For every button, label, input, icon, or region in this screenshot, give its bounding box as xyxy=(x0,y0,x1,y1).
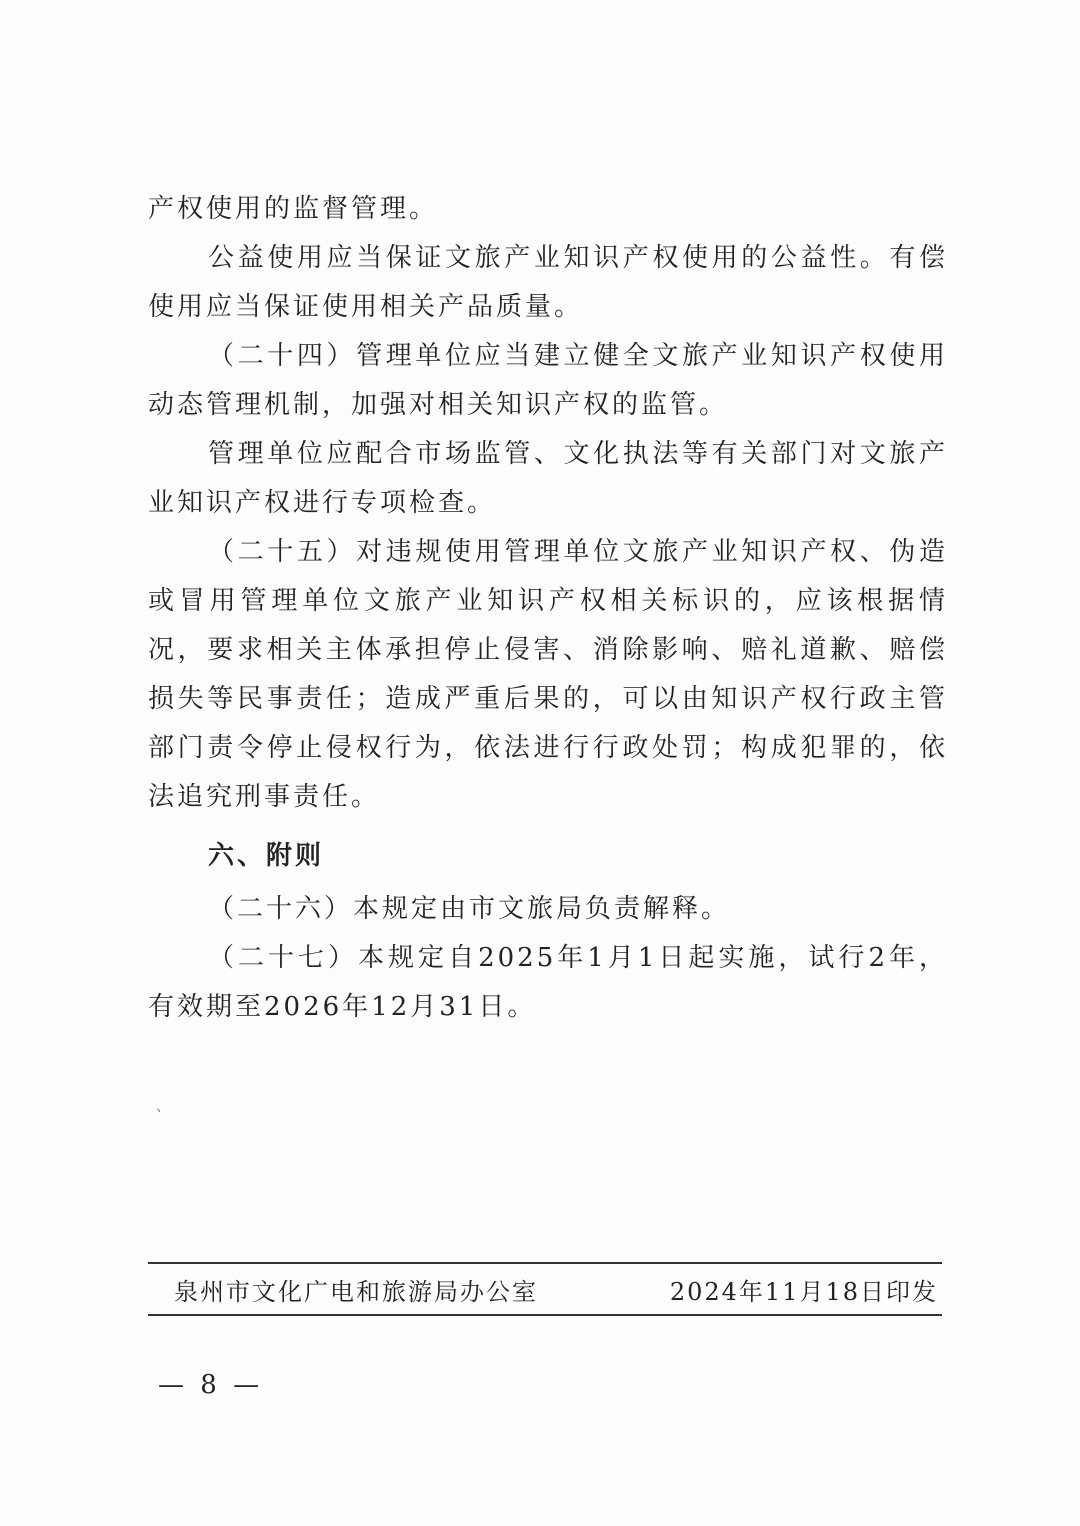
paragraph-3: （二十四）管理单位应当建立健全文旅产业知识产权使用动态管理机制，加强对相关知识产权的监管。 xyxy=(148,341,948,420)
paragraph-5: （二十五）对违规使用管理单位文旅产业知识产权、伪造或冒用管理单位文旅产业知识产权相关标识的，应该根据情况，要求相关主体承担停止侵害、消除影响、赔礼道歉、赔偿损失等民事责任；造成严重后果的，可以由知识产权行政主管部门责令停止侵权行为，依法进行行政处罚；构成犯罪的，依法追究刑事责任。 xyxy=(148,537,948,812)
paragraph-6: （二十六）本规定由市文旅局负责解释。 xyxy=(208,894,731,924)
imprint-footer xyxy=(148,1262,942,1316)
section-heading: 六、附则 xyxy=(208,841,325,871)
document-body xyxy=(148,185,948,1032)
stray-mark: 、 xyxy=(156,1099,170,1115)
footer-date: 2024年11月18日印发 xyxy=(669,1278,938,1306)
footer-issuer: 泉州市文化广电和旅游局办公室 xyxy=(174,1278,538,1306)
paragraph-7: （二十七）本规定自2025年1月1日起实施，试行2年，有效期至2026年12月31日。 xyxy=(148,943,948,1022)
page-number: — 8 — xyxy=(158,1370,264,1400)
paragraph-1: 产权使用的监督管理。 xyxy=(148,194,439,224)
paragraph-4: 管理单位应配合市场监管、文化执法等有关部门对文旅产业知识产权进行专项检查。 xyxy=(148,439,948,518)
paragraph-2: 公益使用应当保证文旅产业知识产权使用的公益性。有偿使用应当保证使用相关产品质量。 xyxy=(148,243,948,322)
